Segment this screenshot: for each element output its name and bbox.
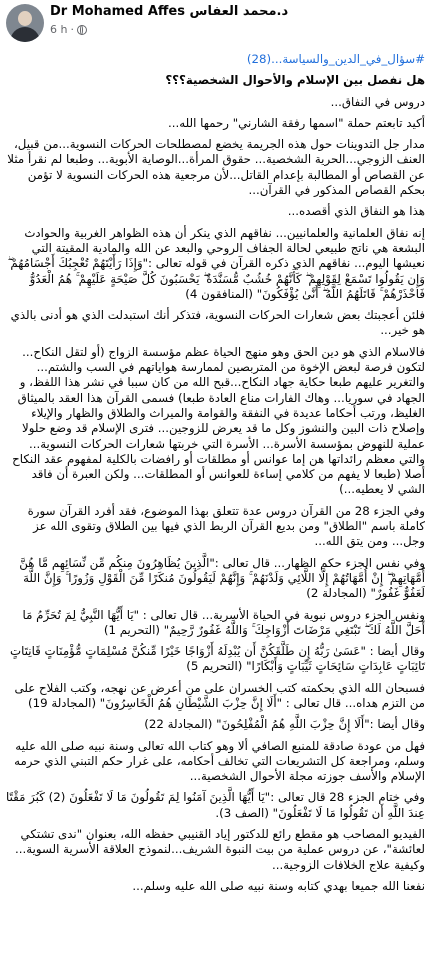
post-meta — [50, 23, 87, 36]
post-paragraph: فسبحان الله الذي بحكمته كتب الخسران على من أعرض عن نهجه، وكتب الفلاح على من التزم هداه... قال تعالى : "أَلَا إِنَّ حِزْبَ الشَّيْطَانِ هُمُ الْخَاسِرُونَ" (المجادلة 19) — [14, 680, 425, 710]
post-paragraph: وفي ختام الجزء 28 قال تعالى :"يَا أَيُّهَا الَّذِينَ آمَنُوا لِمَ تَقُولُونَ مَا لَا تَفْعَلُونَ (2) كَبُرَ مَقْتًا عِندَ اللَّهِ أَن تَقُولُوا مَا لَا تَفْعَلُونَ" (الصف 3). — [5, 790, 425, 820]
post-paragraph: نفعنا الله جميعا بهدي كتابه وسنة نبيه صلى الله عليه وسلم... — [132, 878, 425, 893]
author-name[interactable]: Dr Mohamed Affes د.محمد العفاس — [50, 4, 289, 19]
post-paragraph: مدار جل التدوينات حول هذه الجريمة يخضع لمصطلحات الحركات النسوية...من قبيل، العنف الزوجي...الحرية الشخصية... حقوق المرأة...الوصاية الأبوية... وطبعا لم نقرأ مثلا عن القصاص أو المطالبة بإعدام القاتل...لأن مرجعية هذه الحركات النسوية لا تؤمن بحكم القصاص المذكور في القرآن... — [7, 137, 425, 198]
avatar-shoulders — [10, 27, 40, 42]
post-paragraph: دروس في النفاق... — [330, 94, 425, 109]
meta-separator: · — [70, 23, 74, 36]
post-paragraphs — [4, 95, 425, 895]
post-paragraph: الفيديو المصاحب هو مقطع رائع للدكتور إياد القنيبي حفظه الله، بعنوان "ندى تشتكي لعائشة"، عن دروس عملية من بيت النبوة الشريف...لنموذج العلاقة الأسرية السوية... وكيفية علاج الخلافات الزوجية... — [15, 827, 425, 872]
globe-icon — [77, 25, 87, 35]
post-question: هل نفصل بين الإسلام والأحوال الشخصية؟؟؟ — [165, 73, 425, 88]
post-paragraph: وقال أيضا :"أَلَا إِنَّ حِزْبَ اللَّهِ هُمُ الْمُفْلِحُونَ" (المجادلة 22) — [144, 717, 425, 732]
post-paragraph: فلئن أعجبتك بعض شعارات الحركات النسوية، فتذكر أنك استبدلت الذي هو أدنى بالذي هو خير... — [10, 308, 425, 338]
post-paragraph: هذا هو النفاق الذي أقصده... — [287, 204, 425, 219]
post-paragraph: فهل من عودة صادقة للمنبع الصافي ألا وهو كتاب الله تعالى وسنة نبيه صلى الله عليه وسلم، ومراجعة كل التشريعات التي تخالف أحكامه، على غرار حكم التبني الذي حرمه الإسلام والأسف جوزته مجلة الأحوال الشخصية... — [14, 738, 425, 784]
post-header — [0, 0, 431, 52]
post-paragraph: إنه نفاق العلمانية والعلمانيين... نفاقهم الذي ينكر أن هذه الظواهر الغربية والحوادث البشعة هي ناتج طبيعي لحالة الجفاف الروحي والبعد عن الله والمادية المقيتة التي نعيشها اليوم... نفاقهم الذي ذكره القرآن في قوله تعالى :"وَإِذَا رَأَيْتَهُمْ تُعْجِبُكَ أَجْسَامُهُمْ ۖ وَإِن يَقُولُوا تَسْمَعْ لِقَوْلِهِمْ ۖ كَأَنَّهُمْ خُشُبٌ مُّسَنَّدَةٌ ۖ يَحْسَبُونَ كُلَّ صَيْحَةٍ عَلَيْهِمْ ۚ هُمُ الْعَدُوُّ فَاحْذَرْهُمْ ۚ قَاتَلَهُمُ اللَّهُ ۖ أَنَّىٰ يُؤْفَكُونَ" (المنافقون 4) — [7, 225, 425, 301]
post-hashtag[interactable]: #سؤال_في_الدين_والسياسة...(28) — [246, 52, 425, 66]
post-time[interactable]: 6 h — [50, 23, 68, 36]
author-avatar[interactable] — [6, 4, 44, 42]
post-paragraph: وقال أيضا : "عَسَىٰ رَبُّهُ إِن طَلَّقَكُنَّ أَن يُبْدِلَهُ أَزْوَاجًا خَيْرًا مِّنكُنَّ مُسْلِمَاتٍ مُّؤْمِنَاتٍ قَانِتَاتٍ تَائِبَاتٍ عَابِدَاتٍ سَائِحَاتٍ ثَيِّبَاتٍ وَأَبْكَارًا" (التحريم 5) — [10, 644, 425, 674]
avatar-head — [18, 11, 32, 26]
post-paragraph: ونفس الجزء دروس نبوية في الحياة الأسرية... قال تعالى : "يَا أَيُّهَا النَّبِيُّ لِمَ تُحَرِّمُ مَا أَحَلَّ اللَّهُ لَكَ ۖ تَبْتَغِي مَرْضَاتَ أَزْوَاجِكَ ۚ وَاللَّهُ غَفُورٌ رَّحِيمٌ" (التحريم 1) — [22, 607, 425, 637]
post-paragraph: فالاسلام الذي هو دين الحق وهو منهج الحياة عظم مؤسسة الزواج (أو لتقل النكاح... لتكون فرصة لبعض الإخوة من المتربصين لممارسة هواياتهم في السب والشتم... والتغرير عليهم طبعا حكاية جهاد النكاح...قبح الله من كان سببا في نشر هذا اللفظ، و الجهاد في سوريا... وهاك الفارات مناع العادة طبعا) فسمى القرآن هذا العقد بالميثاق الغليظ، ورتب أحكاما عديدة في النفقة والقوامة والميراث والطلاق والظهار والإيلاء وإصلاح ذات البين والنشوز وكل ما قد يعرض للزوجين... فترى الإسلام قد وضع حلولا عملية للنهوض بمؤسسة الأسرة... الأسرة التي خربتها شعارات الحركات النسوية... والتي معظم رائداتها هن إما عوانس أو مطلقات أو رافضات بالكلية لمفهوم عقد النكاح أصلا (طبعا لا يفهم من كلامي إساءة للعوانس أو المطلقات... ولكن العبرة أن فاقد الشي لا يعطيه...) — [12, 344, 425, 497]
post-paragraph: وفي الجزء 28 من القرآن دروس عدة تتعلق بهذا الموضوع، فقد أفرد القرآن سورة كاملة باسم "الطلاق" ومن بديع القرآن الربط الذي فيها بين الطلاق وتقوى الله عز وجل... ومن يتق الله... — [27, 503, 425, 549]
post-paragraph: أكيد تابعتم حملة "اسمها رفقة الشارني" رحمها الله... — [168, 115, 425, 130]
post-paragraph: وفي نفس الجزء حكم الظهار... قال تعالى :"الَّذِينَ يُظَاهِرُونَ مِنكُم مِّن نِّسَائِهِم مَّا هُنَّ أُمَّهَاتِهِمْ ۖ إِنْ أُمَّهَاتُهُمْ إِلَّا اللَّائِي وَلَدْنَهُمْ ۚ وَإِنَّهُمْ لَيَقُولُونَ مُنكَرًا مِّنَ الْقَوْلِ وَزُورًا ۚ وَإِنَّ اللَّهَ لَعَفُوٌّ غَفُورٌ" (المجادلة 2) — [19, 555, 425, 601]
post-body — [4, 52, 425, 900]
